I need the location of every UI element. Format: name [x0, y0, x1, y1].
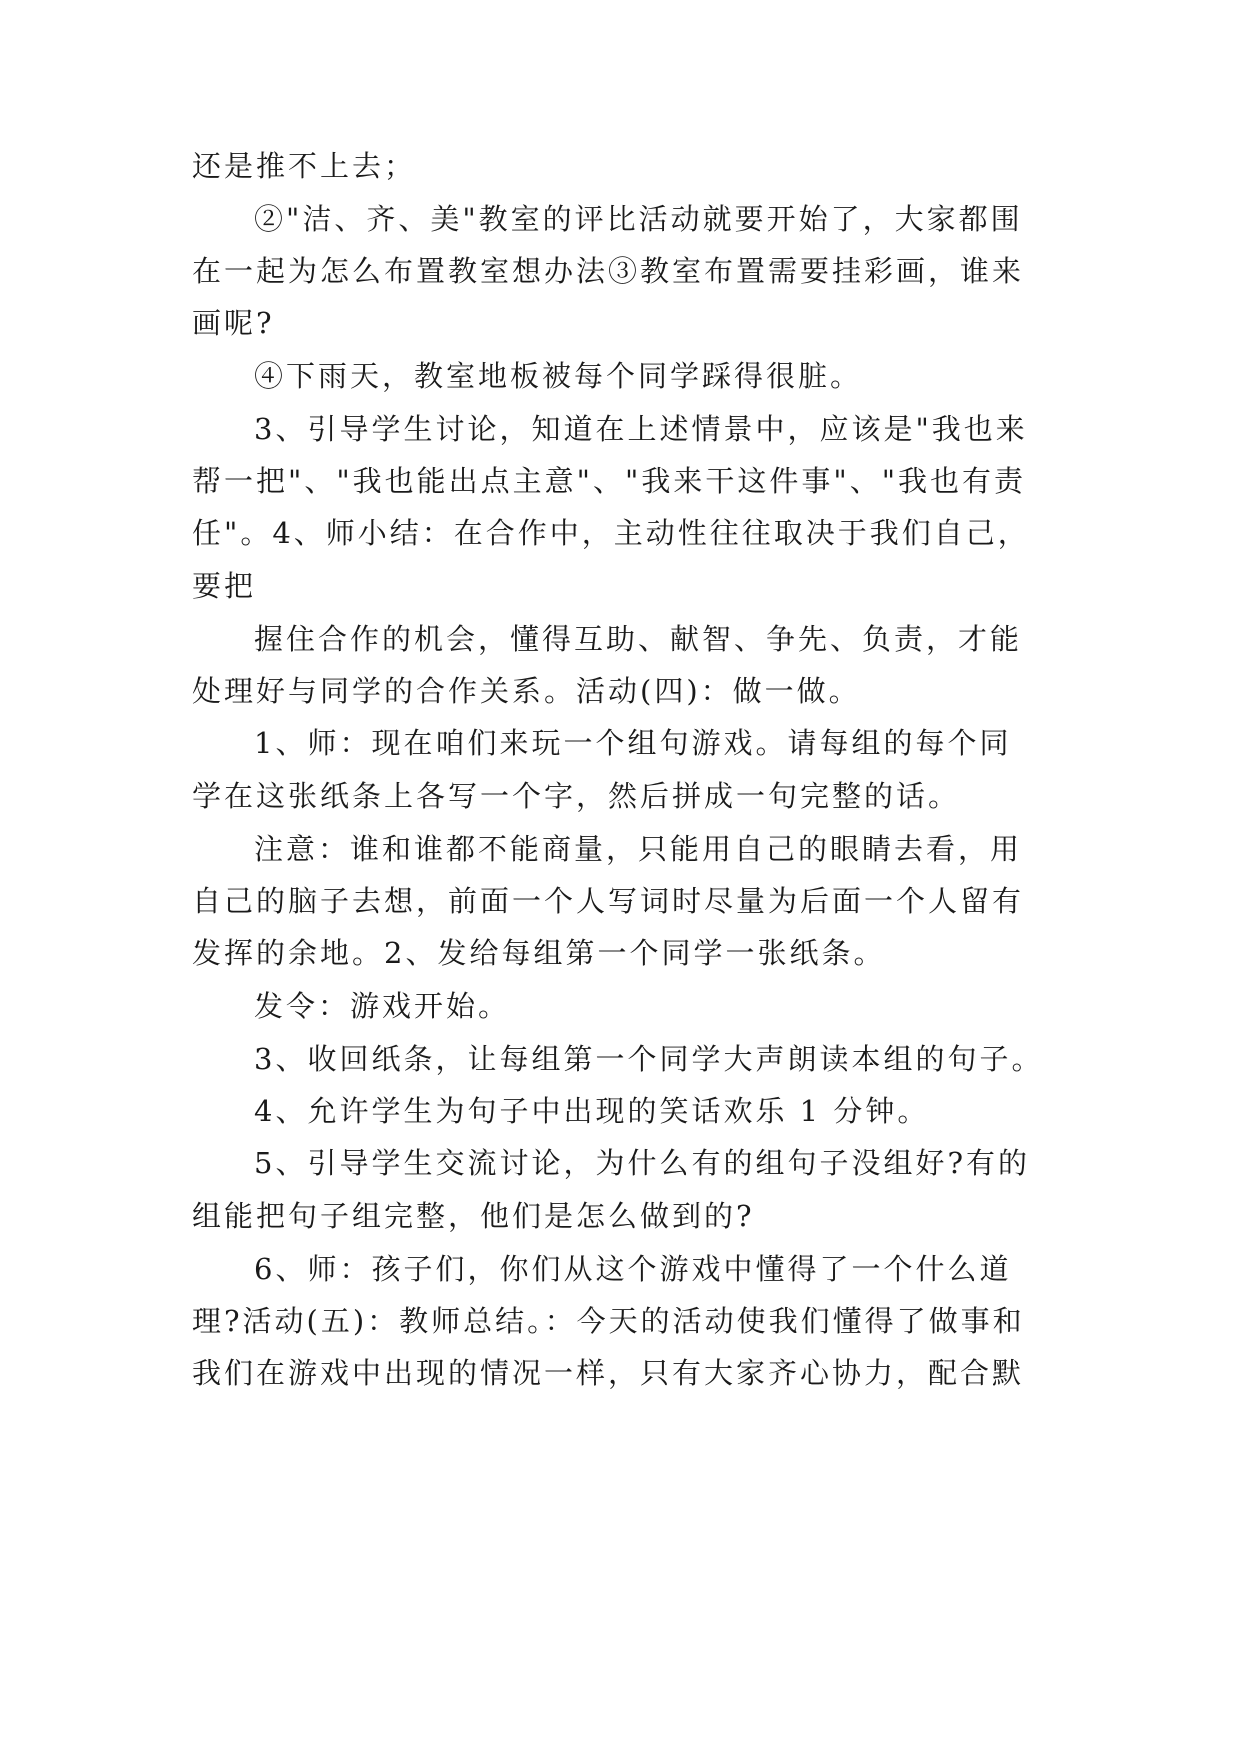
text-line-15: 自己的脑子去想，前面一个人写词时尽量为后面一个人留有 — [192, 884, 1025, 918]
text-line-9: 要把 — [192, 569, 257, 603]
text-line-14: 注意：谁和谁都不能商量，只能用自己的眼睛去看，用 — [254, 832, 1023, 866]
text-line-4: 画呢? — [192, 306, 275, 340]
text-line-12: 1、师：现在咱们来玩一个组句游戏。请每组的每个同 — [254, 726, 1012, 760]
text-line-8: 任"。4、师小结：在合作中，主动性往往取决于我们自己， — [192, 516, 1030, 550]
text-line-13: 学在这张纸条上各写一个字，然后拼成一句完整的话。 — [192, 779, 961, 813]
text-line-24: 我们在游戏中出现的情况一样，只有大家齐心协力，配合默 — [192, 1356, 1025, 1390]
text-line-7: 帮一把"、"我也能出点主意"、"我来干这件事"、"我也有责 — [192, 464, 1027, 498]
text-line-21: 组能把句子组完整，他们是怎么做到的? — [192, 1199, 755, 1233]
text-line-16: 发挥的余地。2、发给每组第一个同学一张纸条。 — [192, 936, 886, 970]
text-line-19: 4、允许学生为句子中出现的笑话欢乐 1 分钟。 — [254, 1094, 930, 1128]
text-line-23: 理?活动(五)：教师总结。：今天的活动使我们懂得了做事和 — [192, 1304, 1025, 1338]
text-line-1: 还是推不上去； — [192, 149, 417, 183]
text-line-22: 6、师：孩子们，你们从这个游戏中懂得了一个什么道 — [254, 1252, 1012, 1286]
text-line-5: ④下雨天，教室地板被每个同学踩得很脏。 — [254, 359, 863, 393]
text-line-6: 3、引导学生讨论，知道在上述情景中，应该是"我也来 — [254, 412, 1028, 446]
text-line-11: 处理好与同学的合作关系。活动(四)：做一做。 — [192, 674, 861, 708]
text-line-10: 握住合作的机会，懂得互助、献智、争先、负责，才能 — [254, 622, 1023, 656]
text-line-3: 在一起为怎么布置教室想办法③教室布置需要挂彩画，谁来 — [192, 254, 1025, 288]
text-line-17: 发令：游戏开始。 — [254, 989, 511, 1023]
text-line-20: 5、引导学生交流讨论，为什么有的组句子没组好?有的 — [254, 1146, 1030, 1180]
text-line-2: ②"洁、齐、美"教室的评比活动就要开始了，大家都围 — [254, 202, 1023, 236]
text-line-18: 3、收回纸条，让每组第一个同学大声朗读本组的句子。 — [254, 1042, 1044, 1076]
